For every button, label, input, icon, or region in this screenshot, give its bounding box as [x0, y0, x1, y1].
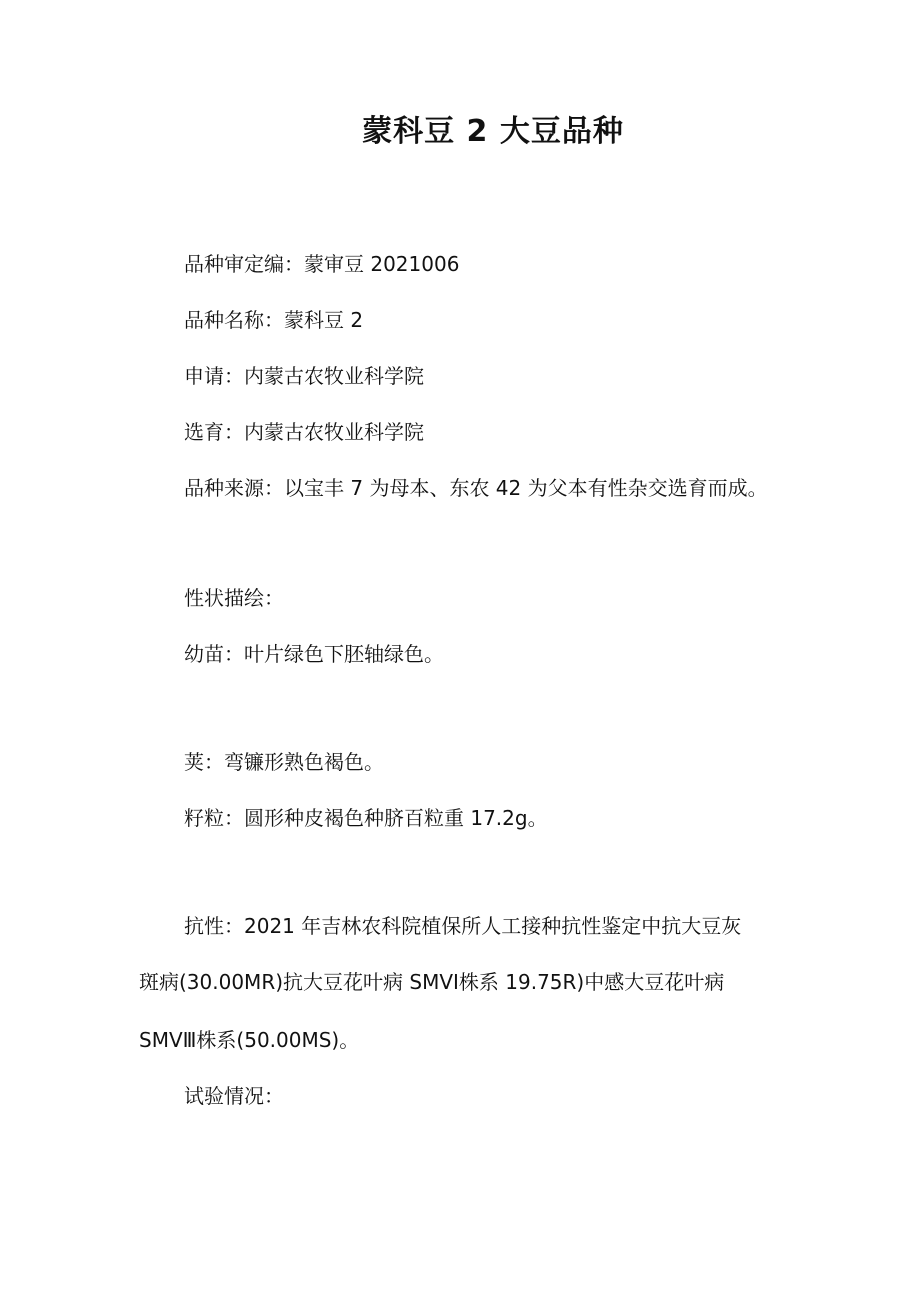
applicant: 申请：内蒙古农牧业科学院: [184, 364, 424, 388]
pod-trait: 荚：弯镰形熟色褐色。: [184, 750, 384, 774]
trial-heading: 试验情况：: [184, 1084, 284, 1108]
breeder: 选育：内蒙古农牧业科学院: [184, 420, 424, 444]
variety-origin: 品种来源：以宝丰 7 为母本、东农 42 为父本有性杂交选育而成。: [184, 476, 768, 500]
resistance-line-1: 抗性：2021 年吉林农科院植保所人工接种抗性鉴定中抗大豆灰: [184, 914, 742, 938]
seed-trait: 籽粒：圆形种皮褐色种脐百粒重 17.2g。: [184, 806, 548, 830]
seedling-trait: 幼苗：叶片绿色下胚轴绿色。: [184, 642, 444, 666]
traits-heading: 性状描绘：: [184, 586, 284, 610]
variety-name: 品种名称：蒙科豆 2: [184, 308, 364, 332]
variety-approval-number: 品种审定编：蒙审豆 2021006: [184, 252, 460, 276]
document-title: 蒙科豆 2 大豆品种: [362, 114, 624, 149]
resistance-line-2: 斑病(30.00MR)抗大豆花叶病 SMVⅠ株系 19.75R)中感大豆花叶病: [139, 970, 725, 994]
resistance-line-3: SMVⅢ株系(50.00MS)。: [139, 1028, 360, 1052]
